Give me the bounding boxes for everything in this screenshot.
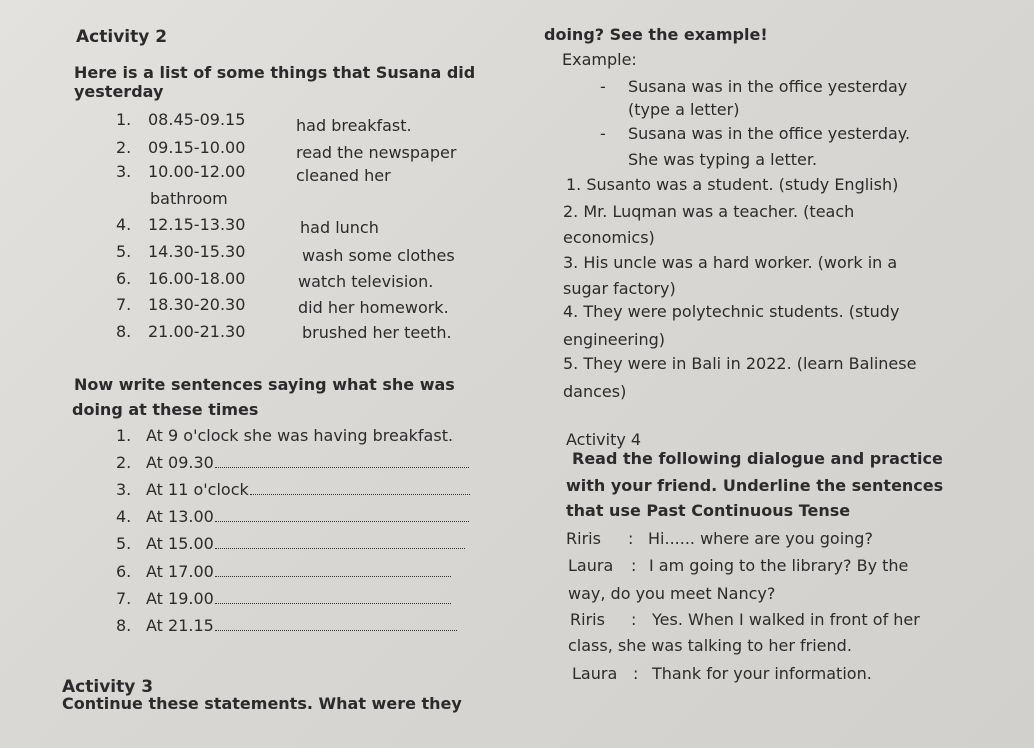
sentence-row [146, 507, 469, 527]
sentence-row [146, 453, 469, 473]
sentence-row [146, 534, 465, 554]
answer-blank[interactable] [250, 480, 470, 495]
schedule-activity: cleaned her [296, 166, 391, 185]
answer-blank[interactable] [215, 534, 465, 549]
schedule-time: 09.15-10.00 [148, 138, 246, 157]
schedule-activity: wash some clothes [302, 246, 455, 265]
sentence-num: 5. [116, 534, 132, 553]
sentence-num: 6. [116, 562, 132, 581]
sentence-text: At 15.00 [146, 534, 214, 553]
sentence-text: At 9 o'clock she was having breakfast. [146, 426, 454, 445]
answer-blank[interactable] [215, 562, 451, 577]
sentence-num: 4. [116, 507, 132, 526]
schedule-time: 16.00-18.00 [148, 269, 246, 288]
dialogue-colon: : [631, 556, 637, 575]
answer-blank[interactable] [215, 453, 469, 468]
sentence-row [146, 616, 457, 636]
statement-line: 1. Susanto was a student. (study English) [566, 175, 899, 194]
statement-line: 5. They were in Bali in 2022. (learn Balinese [563, 354, 917, 373]
schedule-num: 1. [116, 110, 132, 129]
sentence-row [146, 480, 470, 500]
activity2-intro-line2: yesterday [74, 82, 164, 101]
statement-line: sugar factory) [563, 279, 676, 298]
schedule-activity: brushed her teeth. [302, 323, 452, 342]
schedule-num: 7. [116, 295, 132, 314]
answer-blank[interactable] [215, 589, 451, 604]
dialogue-colon: : [628, 529, 634, 548]
schedule-activity: watch television. [298, 272, 434, 291]
statement-line: 3. His uncle was a hard worker. (work in a [563, 253, 898, 272]
write-instruction-line1: Now write sentences saying what she was [74, 375, 455, 394]
sentence-row [146, 562, 451, 582]
activity4-instruction-line3: that use Past Continuous Tense [566, 501, 851, 520]
schedule-time: 08.45-09.15 [148, 110, 246, 129]
schedule-num: 2. [116, 138, 132, 157]
activity4-instruction-line2: with your friend. Underline the sentences [566, 476, 944, 495]
dialogue-line: Hi...... where are you going? [648, 529, 873, 548]
sentence-num: 3. [116, 480, 132, 499]
dialogue-line: Thank for your information. [652, 664, 872, 683]
example-dash: - [600, 77, 606, 96]
activity4-instruction-line1: Read the following dialogue and practice [572, 449, 943, 468]
example-prompt-line1: Susana was in the office yesterday [628, 77, 908, 96]
schedule-time: 21.00-21.30 [148, 322, 246, 341]
activity3-title: Activity 3 [62, 677, 154, 697]
dialogue-line: I am going to the library? By the [649, 556, 909, 575]
example-dash: - [600, 124, 606, 143]
activity2-intro-line1: Here is a list of some things that Susana did [74, 63, 476, 82]
schedule-num: 5. [116, 242, 132, 261]
sentence-text: At 09.30 [146, 453, 214, 472]
sentence-num: 2. [116, 453, 132, 472]
schedule-num: 4. [116, 215, 132, 234]
schedule-activity: had breakfast. [296, 116, 412, 135]
activity3-instruction-continued: doing? See the example! [544, 25, 768, 44]
write-instruction-line2: doing at these times [72, 400, 259, 419]
sentence-text: At 21.15 [146, 616, 214, 635]
sentence-text: At 13.00 [146, 507, 214, 526]
activity2-title: Activity 2 [76, 27, 168, 47]
activity3-instruction: Continue these statements. What were they [62, 694, 462, 713]
sentence-num: 1. [116, 426, 132, 445]
example-prompt-line2: (type a letter) [628, 100, 740, 119]
dialogue-speaker: Riris [570, 610, 605, 629]
statement-line: 2. Mr. Luqman was a teacher. (teach [563, 202, 855, 221]
statement-line: economics) [563, 228, 655, 247]
sentence-text: At 17.00 [146, 562, 214, 581]
answer-blank[interactable] [215, 507, 469, 522]
sentence-num: 7. [116, 589, 132, 608]
statement-line: 4. They were polytechnic students. (study [563, 302, 900, 321]
schedule-time: 18.30-20.30 [148, 295, 246, 314]
dialogue-colon: : [633, 664, 639, 683]
dialogue-speaker: Laura [568, 556, 614, 575]
statement-line: engineering) [563, 330, 665, 349]
schedule-time: 10.00-12.00 [148, 162, 246, 181]
activity4-title: Activity 4 [566, 430, 642, 449]
schedule-num: 8. [116, 322, 132, 341]
answer-blank[interactable] [215, 616, 457, 631]
schedule-num: 6. [116, 269, 132, 288]
schedule-activity-continued: bathroom [150, 189, 228, 208]
schedule-time: 12.15-13.30 [148, 215, 246, 234]
schedule-num: 3. [116, 162, 132, 181]
example-label: Example: [562, 50, 637, 69]
schedule-activity: had lunch [300, 218, 379, 237]
dialogue-colon: : [631, 610, 637, 629]
sentence-text: At 11 o'clock [146, 480, 249, 499]
schedule-activity: did her homework. [298, 298, 449, 317]
sentence-row [146, 589, 451, 609]
dialogue-speaker: Laura [572, 664, 618, 683]
schedule-activity: read the newspaper [296, 143, 457, 162]
sentence-num: 8. [116, 616, 132, 635]
example-answer-line2: She was typing a letter. [628, 150, 818, 169]
sentence-text: At 19.00 [146, 589, 214, 608]
dialogue-line: Yes. When I walked in front of her [652, 610, 920, 629]
schedule-time: 14.30-15.30 [148, 242, 246, 261]
example-answer-line1: Susana was in the office yesterday. [628, 124, 911, 143]
statement-line: dances) [563, 382, 627, 401]
dialogue-line: way, do you meet Nancy? [568, 584, 776, 603]
dialogue-line: class, she was talking to her friend. [568, 636, 852, 655]
dialogue-speaker: Riris [566, 529, 601, 548]
